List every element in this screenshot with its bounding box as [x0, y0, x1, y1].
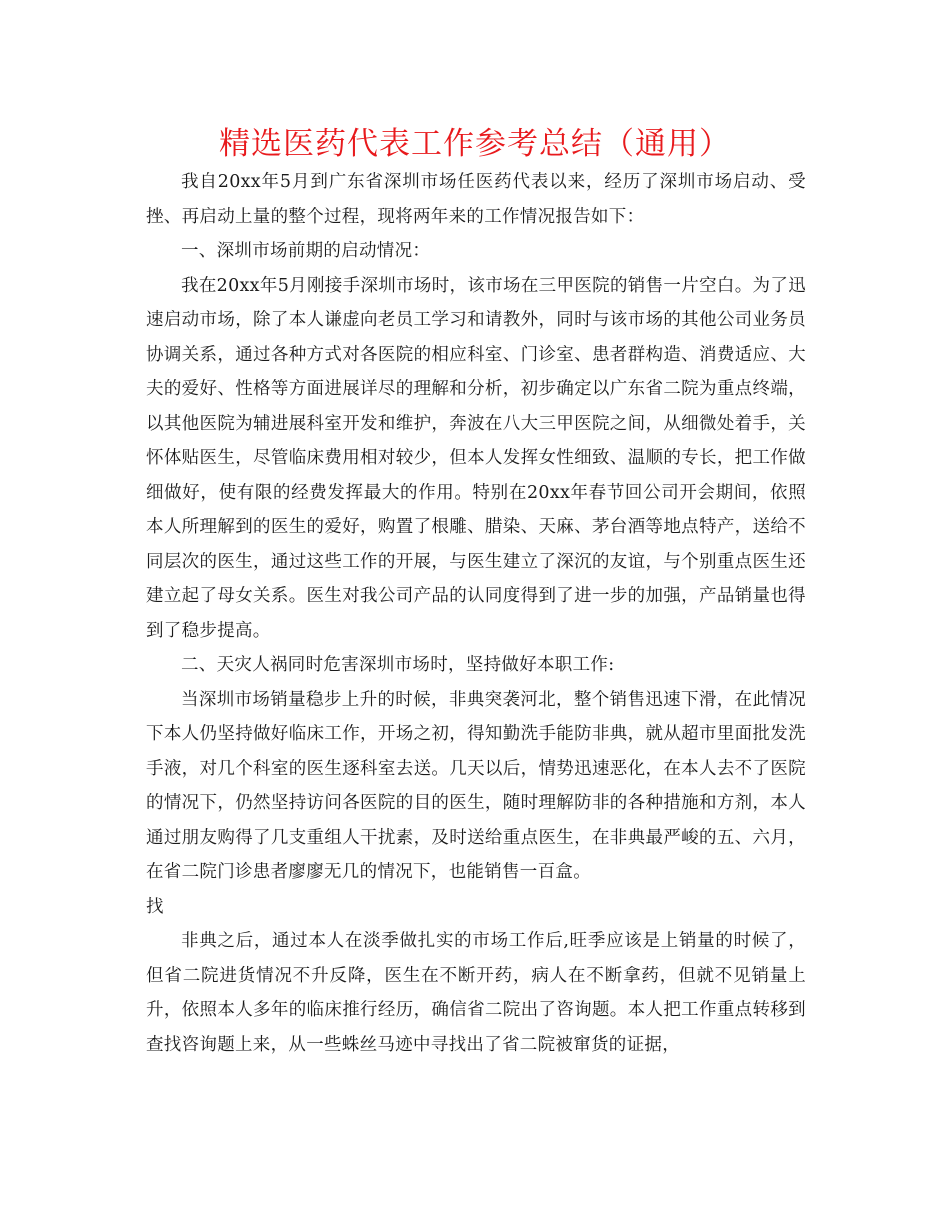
stray-character: 找	[146, 896, 164, 917]
paragraph-after-sars: 非典之后，通过本人在淡季做扎实的市场工作后,旺季应该是上销量的时候了，但省二院进货情况不升反降，医生在不断开药，病人在不断拿药，但就不见销量上升，依照本人多年的临床推行经历，确信省二院出了咨询题。本人把工作重点转移到查找咨询题上来，从一些蛛丝马迹中寻找出了省二院被窜货的证据，	[146, 931, 806, 1055]
document-body	[146, 165, 806, 1062]
section-heading-1: 一、深圳市场前期的启动情况：	[181, 241, 431, 261]
paragraph-intro: 我自20xx年5月到广东省深圳市场任医药代表以来，经历了深圳市场启动、受挫、再启动上量的整个过程，现将两年来的工作情况报告如下：	[146, 172, 806, 227]
paragraph-section-1: 我在20xx年5月刚接手深圳市场时，该市场在三甲医院的销售一片空白。为了迅速启动市场，除了本人谦虚向老员工学习和请教外，同时与该市场的其他公司业务员协调关系，通过各种方式对各医院的相应科室、门诊室、患者群构造、消费适应、大夫的爱好、性格等方面进展详尽的理解和分析，初步确定以广东省二院为重点终端，以其他医院为辅进展科室开发和维护，奔波在八大三甲医院之间，从细微处着手，关怀体贴医生，尽管临床费用相对较少，但本人发挥女性细致、温顺的专长，把工作做细做好，使有限的经费发挥最大的作用。特别在20xx年春节回公司开会期间，依照本人所理解到的医生的爱好，购置了根雕、腊染、天麻、茅台酒等地点特产，送给不同层次的医生，通过这些工作的开展，与医生建立了深沉的友谊，与个别重点医生还建立起了母女关系。医生对我公司产品的认同度得到了进一步的加强，产品销量也得到了稳步提高。	[146, 275, 806, 641]
paragraph-section-2: 当深圳市场销量稳步上升的时候，非典突袭河北，整个销售迅速下滑，在此情况下本人仍坚持做好临床工作，开场之初，得知勤洗手能防非典，就从超市里面批发洗手液，对几个科室的医生逐科室去送。几天以后，情势迅速恶化，在本人去不了医院的情况下，仍然坚持访问各医院的目的医生，随时理解防非的各种措施和方剂，本人通过朋友购得了几支重组人干扰素，及时送给重点医生，在非典最严峻的五、六月，在省二院门诊患者廖廖无几的情况下，也能销售一百盒。	[146, 689, 806, 882]
document-title: 精选医药代表工作参考总结（通用）	[219, 126, 731, 162]
section-heading-2: 二、天灾人祸同时危害深圳市场时，坚持做好本职工作:	[181, 655, 615, 675]
